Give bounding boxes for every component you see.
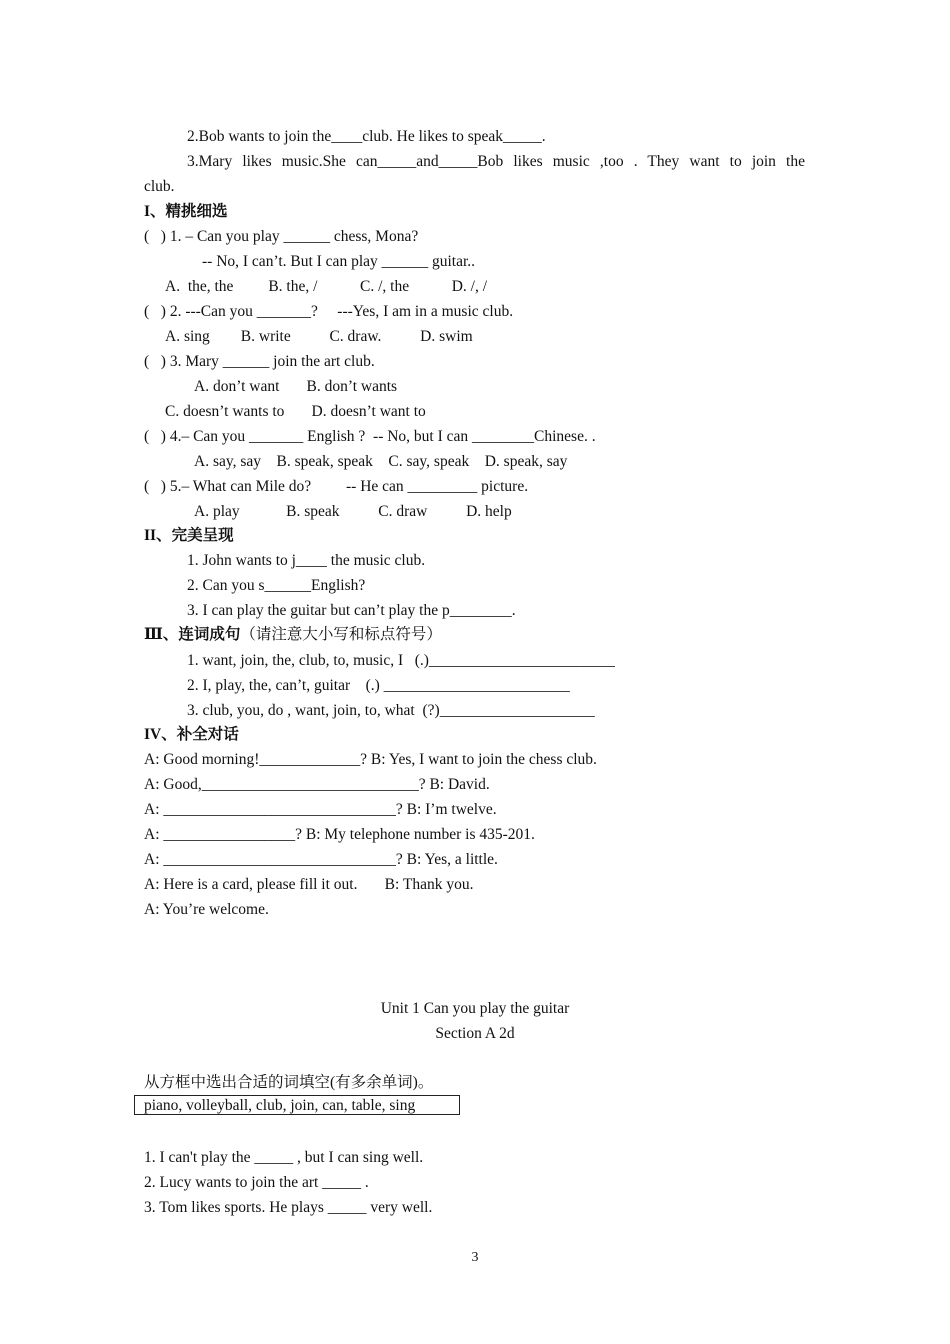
unit-title: Unit 1 Can you play the guitar (380, 1000, 570, 1017)
unit-section: Section A 2d (435, 1025, 515, 1042)
fill-line-3: 3.Mary likes music.She can_____and_____Bob likes music ,too . They want to join the (187, 153, 805, 170)
q1-line: ( ) 1. – Can you play ______ chess, Mona? (144, 228, 419, 245)
q3-options-cd: C. doesn’t wants to D. doesn’t want to (165, 403, 426, 420)
q2-options: A. sing B. write C. draw. D. swim (165, 328, 473, 345)
dialog-line-2: A: Good,____________________________? B: David. (144, 776, 490, 793)
q1-options: A. the, the B. the, / C. /, the D. /, / (165, 278, 488, 295)
q3-options-ab: A. don’t want B. don’t wants (194, 378, 398, 395)
fill-line-2: 2.Bob wants to join the____club. He likes to speak_____. (187, 128, 546, 145)
dialog-line-3: A: ______________________________? B: I’m twelve. (144, 801, 497, 818)
section-3-heading-row (144, 625, 442, 645)
page-number: 3 (471, 1250, 479, 1265)
s3-item-2: 2. I, play, the, can’t, guitar (.) ________________________ (187, 677, 570, 694)
exercise-item-2: 2. Lucy wants to join the art _____ . (144, 1174, 369, 1191)
exercise-item-1: 1. I can't play the _____ , but I can sing well. (144, 1149, 424, 1166)
q5-line: ( ) 5.– What can Mile do? -- He can _________ picture. (144, 478, 529, 495)
q3-line: ( ) 3. Mary ______ join the art club. (144, 353, 375, 370)
dialog-line-1: A: Good morning!_____________? B: Yes, I want to join the chess club. (144, 751, 597, 768)
section-3-heading: Ⅲ、连词成句 (144, 626, 241, 643)
dialog-line-4: A: _________________? B: My telephone number is 435-201. (144, 826, 535, 843)
s3-item-3: 3. club, you, do , want, join, to, what (?)____________________ (187, 702, 595, 719)
section-2-heading: II、完美呈现 (144, 527, 234, 544)
q4-options: A. say, say B. speak, speak C. say, speak D. speak, say (194, 453, 568, 470)
section-1-heading: I、精挑细选 (144, 203, 228, 220)
s2-item-2: 2. Can you s______English? (187, 577, 366, 594)
s3-item-1: 1. want, join, the, club, to, music, I (.)________________________ (187, 652, 615, 669)
dialog-line-6: A: Here is a card, please fill it out. B: Thank you. (144, 876, 474, 893)
section-4-heading: IV、补全对话 (144, 726, 239, 743)
fill-line-3-cont: club. (144, 178, 175, 195)
section-3-note: （请注意大小写和标点符号） (240, 626, 442, 643)
dialog-line-7: A: You’re welcome. (144, 901, 269, 918)
q4-line: ( ) 4.– Can you _______ English ? -- No, but I can ________Chinese. . (144, 428, 596, 445)
q2-line: ( ) 2. ---Can you _______? ---Yes, I am in a music club. (144, 303, 514, 320)
s2-item-3: 3. I can play the guitar but can’t play the p________. (187, 602, 516, 619)
s2-item-1: 1. John wants to j____ the music club. (187, 552, 426, 569)
wordbox-instruction: 从方框中选出合适的词填空(有多余单词)。 (144, 1074, 434, 1091)
word-box-words: piano, volleyball, club, join, can, table, sing (144, 1097, 416, 1114)
dialog-line-5: A: ______________________________? B: Yes, a little. (144, 851, 498, 868)
exercise-item-3: 3. Tom likes sports. He plays _____ very well. (144, 1199, 433, 1216)
q1-reply: -- No, I can’t. But I can play ______ guitar.. (202, 253, 476, 270)
q5-options: A. play B. speak C. draw D. help (194, 503, 512, 520)
